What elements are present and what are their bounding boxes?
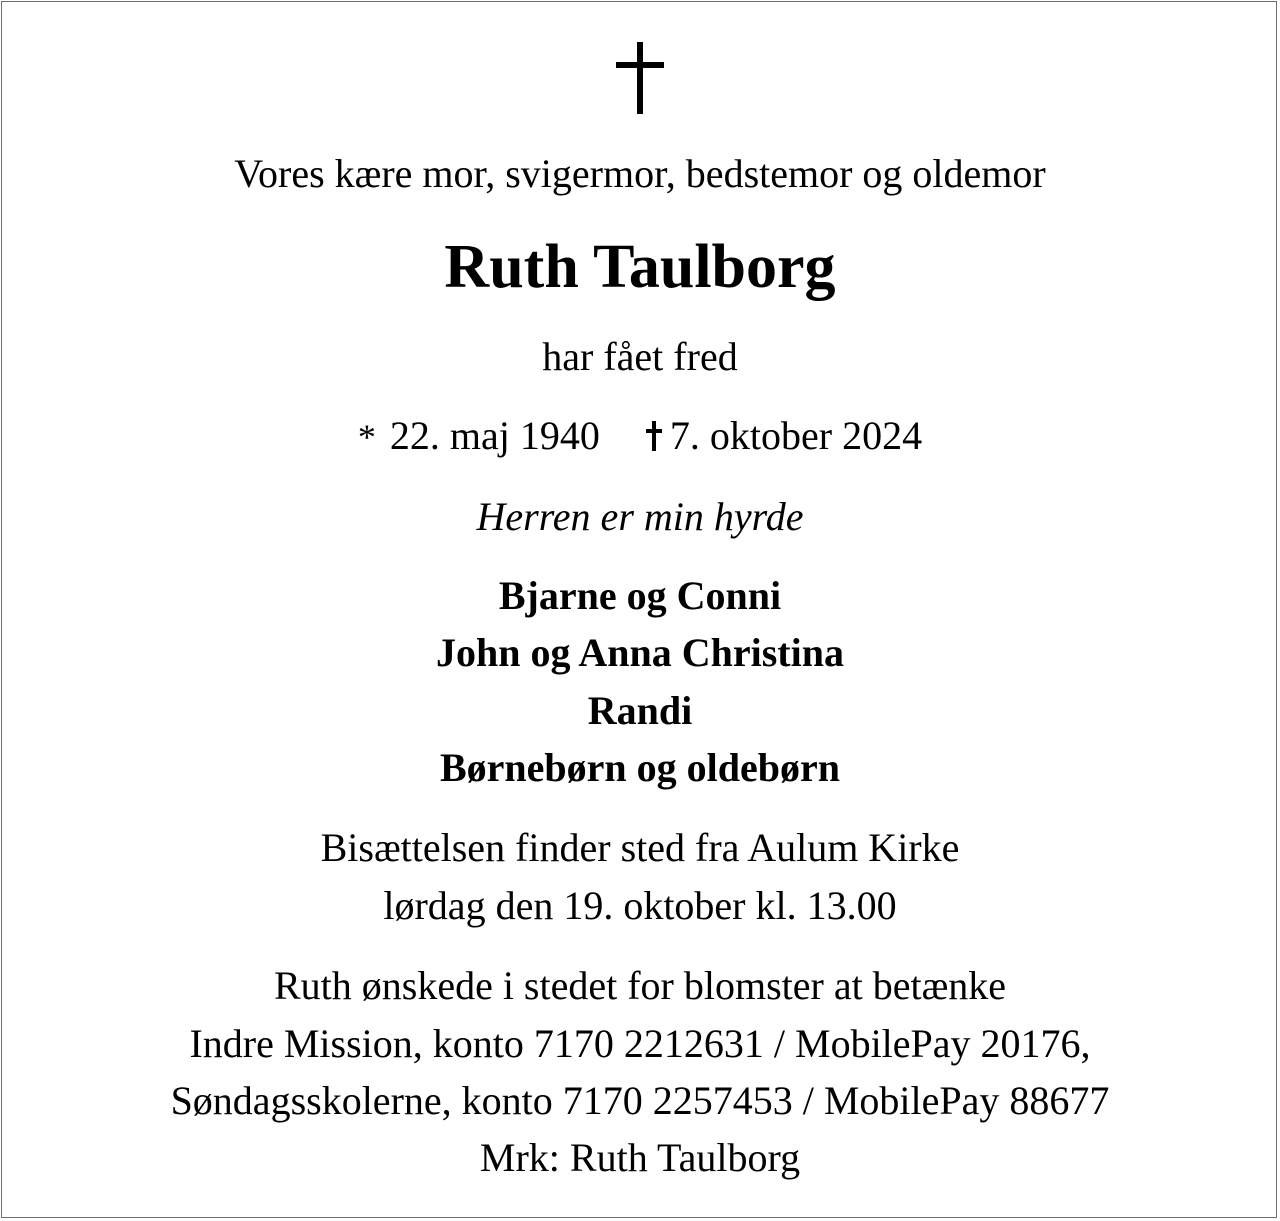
donation-line: Søndagsskolerne, konto 7170 2257453 / MobilePay 88677 <box>170 1078 1110 1123</box>
life-dates <box>2 413 1278 458</box>
peace-text: har fået fred <box>542 334 738 379</box>
intro-text: Vores kære mor, svigermor, bedstemor og oldemor <box>234 151 1046 196</box>
funeral-line: Bisættelsen finder sted fra Aulum Kirke <box>320 825 960 870</box>
donation-line: Ruth ønskede i stedet for blomster at betænke <box>273 963 1007 1008</box>
verse-text: Herren er min hyrde <box>476 494 804 539</box>
family-line: Bjarne og Conni <box>498 573 782 618</box>
donation-line: Indre Mission, konto 7170 2212631 / MobilePay 20176, <box>189 1021 1091 1066</box>
family-line: Randi <box>587 688 693 733</box>
family-line: Børnebørn og oldebørn <box>439 745 841 790</box>
birth-symbol: * <box>357 417 376 457</box>
obituary-notice <box>1 1 1277 1218</box>
deceased-name: Ruth Taulborg <box>444 233 836 301</box>
family-line: John og Anna Christina <box>436 630 844 675</box>
birth-date: 22. maj 1940 <box>389 413 600 458</box>
death-date: 7. oktober 2024 <box>669 413 923 458</box>
funeral-line: lørdag den 19. oktober kl. 13.00 <box>383 883 897 928</box>
donation-line: Mrk: Ruth Taulborg <box>479 1135 801 1180</box>
cross-icon <box>646 421 662 451</box>
